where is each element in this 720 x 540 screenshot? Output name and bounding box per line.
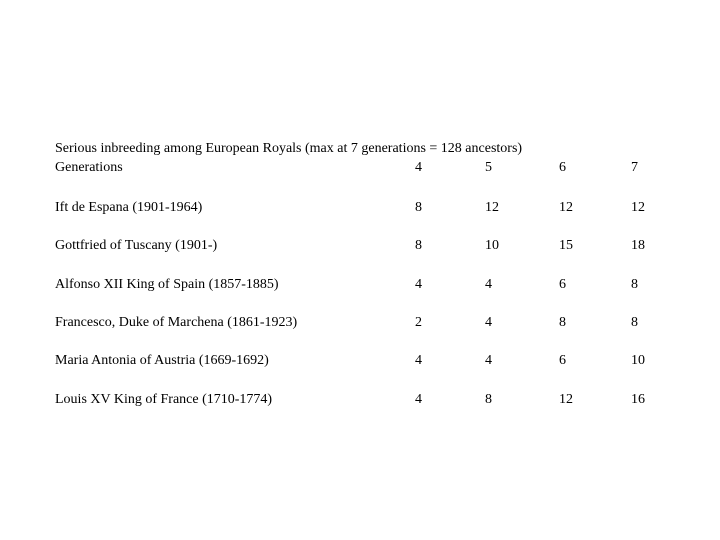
table-row [55, 391, 675, 409]
row-value-g7: 12 [631, 200, 645, 215]
row-name: Ift de Espana (1901-1964) [55, 200, 203, 215]
row-value-g4: 4 [415, 277, 422, 292]
table-row [55, 237, 675, 255]
row-value-g6: 6 [559, 277, 566, 292]
row-value-g7: 18 [631, 238, 645, 253]
row-value-g5: 12 [485, 200, 499, 215]
table-row [55, 352, 675, 370]
row-value-g7: 10 [631, 353, 645, 368]
row-value-g7: 8 [631, 277, 638, 292]
table-row [55, 199, 675, 217]
row-name: Alfonso XII King of Spain (1857-1885) [55, 277, 279, 292]
table-header-row [55, 159, 675, 177]
table-row [55, 314, 675, 332]
row-value-g5: 8 [485, 392, 492, 407]
table-caption: Serious inbreeding among European Royals (max at 7 generations = 128 ancestors) [55, 141, 523, 156]
row-name: Gottfried of Tuscany (1901-) [55, 238, 218, 253]
row-value-g7: 8 [631, 315, 638, 330]
header-generation-4: 4 [415, 160, 422, 175]
header-generation-6: 6 [559, 160, 566, 175]
row-value-g6: 6 [559, 353, 566, 368]
row-value-g5: 4 [485, 277, 492, 292]
header-generations-label: Generations [55, 160, 123, 175]
row-value-g4: 8 [415, 200, 422, 215]
table-row [55, 276, 675, 294]
row-value-g4: 4 [415, 392, 422, 407]
header-generation-5: 5 [485, 160, 492, 175]
row-name: Louis XV King of France (1710-1774) [55, 392, 273, 407]
row-value-g5: 4 [485, 353, 492, 368]
row-value-g6: 12 [559, 392, 573, 407]
row-value-g6: 15 [559, 238, 573, 253]
row-value-g5: 4 [485, 315, 492, 330]
row-value-g6: 12 [559, 200, 573, 215]
row-value-g4: 8 [415, 238, 422, 253]
row-name: Maria Antonia of Austria (1669-1692) [55, 353, 269, 368]
row-name: Francesco, Duke of Marchena (1861-1923) [55, 315, 298, 330]
row-value-g6: 8 [559, 315, 566, 330]
row-value-g4: 2 [415, 315, 422, 330]
row-value-g5: 10 [485, 238, 499, 253]
header-generation-7: 7 [631, 160, 638, 175]
row-value-g4: 4 [415, 353, 422, 368]
row-value-g7: 16 [631, 392, 645, 407]
